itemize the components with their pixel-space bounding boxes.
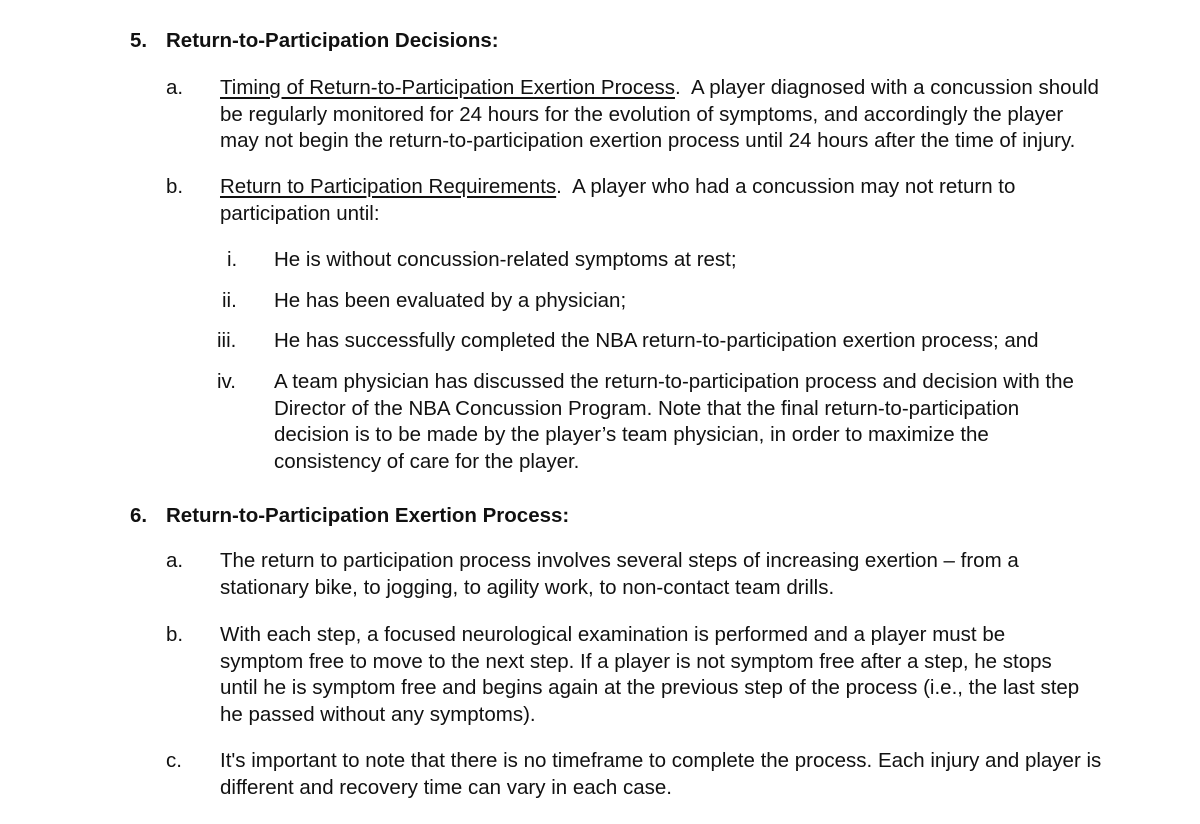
section-5-item-a-text: A player diagnosed with a concussion should be regularly monitored for 24 hours for the evolution of symptoms, and accordingly the player may not begin the return-to-participation exertion process until 24 hours after the time of injury.: [220, 76, 1099, 152]
section-5-item-a-marker: a.: [166, 76, 184, 99]
subitem-iv-text: A team physician has discussed the return-to-participation process and decision with the Director of the NBA Concussion Program. Note that the final return-to-participation decision is to be made by the player’s team physician, in order to maximize the consistency of care for the player.: [274, 370, 1074, 473]
section-5-title: Return-to-Participation Decisions:: [166, 29, 499, 52]
section-6-title: Return-to-Participation Exertion Process:: [166, 504, 570, 527]
section-6-item-c-text: It's important to note that there is no timeframe to complete the process. Each injury and player is different and recovery time can vary in each case.: [220, 749, 1102, 799]
subitem-i-text: He is without concussion-related symptoms at rest;: [274, 248, 737, 271]
section-6-item-b-text: With each step, a focused neurological examination is performed and a player must be symptom free to move to the next step. If a player is not symptom free after a step, he stops until he is symptom free and begins again at the previous step of the process (i.e., the last step he passed without any symptoms).: [220, 623, 1080, 726]
section-5-item-b-heading-period: .: [556, 175, 562, 198]
section-6-item-b-marker: b.: [166, 623, 184, 646]
section-5-item-b-text: A player who had a concussion may not return to participation until:: [220, 175, 1016, 225]
subitem-ii-marker: ii.: [222, 289, 237, 312]
subitem-iii-marker: iii.: [217, 329, 237, 352]
subitem-ii-text: He has been evaluated by a physician;: [274, 289, 627, 312]
section-6-item-a-marker: a.: [166, 549, 184, 572]
section-6-number: 6.: [130, 504, 148, 527]
section-5-item-a-heading: Timing of Return-to-Participation Exertion Process: [220, 76, 675, 99]
section-5-item-a-paragraph: [220, 75, 1100, 155]
section-5-number: 5.: [130, 29, 148, 52]
section-5-item-a-heading-period: .: [674, 76, 681, 99]
section-5-item-b-heading: Return to Participation Requirements: [220, 175, 557, 198]
subitem-iii-text: He has successfully completed the NBA return-to-participation exertion process; and: [274, 329, 1039, 352]
section-6-item-a-text: The return to participation process involves several steps of increasing exertion – from a stationary bike, to jogging, to agility work, to non-contact team drills.: [220, 549, 1019, 599]
subitem-i-marker: i.: [227, 248, 238, 271]
section-6-item-c-marker: c.: [166, 749, 182, 772]
subitem-iv-marker: iv.: [217, 370, 236, 393]
section-5-item-b-paragraph: [220, 174, 1040, 227]
section-5-item-b-marker: b.: [166, 175, 184, 198]
